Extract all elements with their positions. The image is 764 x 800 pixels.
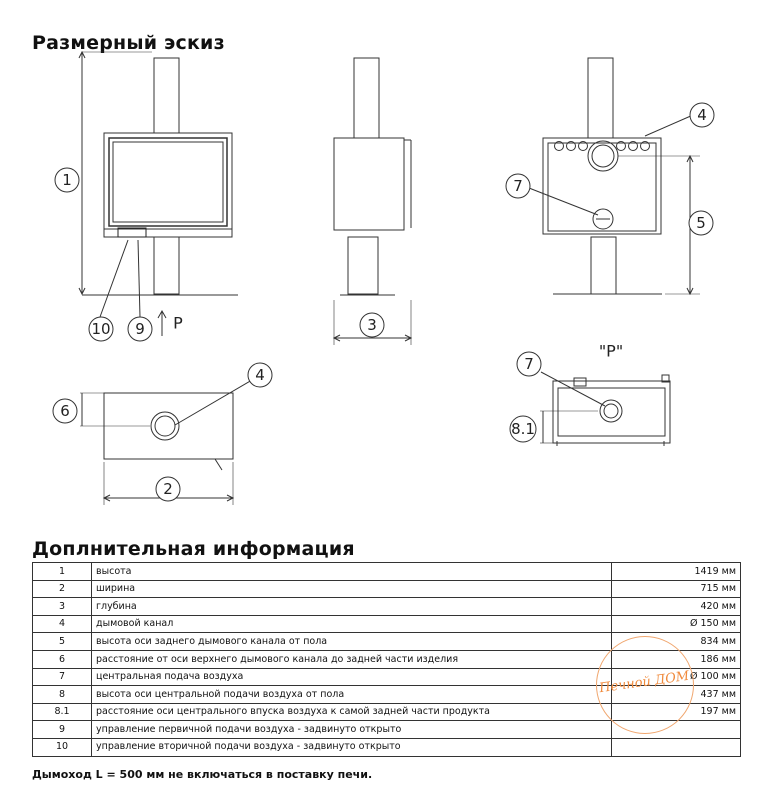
p-arrow-label: P [173, 313, 183, 333]
row-number: 5 [33, 633, 92, 651]
table-row [33, 721, 741, 739]
row-description: ширина [92, 580, 612, 598]
footnote: Дымоход L = 500 мм не включаться в поставку печи. [32, 768, 373, 781]
table-row [33, 703, 741, 721]
table-row [33, 563, 741, 581]
callout-1: 1 [62, 171, 72, 189]
row-value: Ø 150 мм [612, 615, 741, 633]
info-table [32, 562, 741, 757]
row-value: 420 мм [612, 598, 741, 616]
info-title: Доплнительная информация [32, 538, 355, 560]
row-value: 186 мм [612, 650, 741, 668]
p-view-label: "P" [598, 341, 624, 361]
row-description: центральная подача воздуха [92, 668, 612, 686]
row-number: 4 [33, 615, 92, 633]
row-description: расстояние оси центрального впуска воздуха к самой задней части продукта [92, 703, 612, 721]
table-row [33, 633, 741, 651]
row-number: 2 [33, 580, 92, 598]
row-number: 3 [33, 598, 92, 616]
row-number: 9 [33, 721, 92, 739]
callout-4-back: 4 [697, 106, 707, 124]
callout-5: 5 [696, 214, 706, 232]
p-view [540, 372, 670, 446]
table-row [33, 738, 741, 756]
row-description: глубина [92, 598, 612, 616]
table-row [33, 615, 741, 633]
callout-8-1: 8.1 [511, 420, 535, 438]
row-description: высота [92, 563, 612, 581]
row-description: управление вторичной подачи воздуха - задвинуто открыто [92, 738, 612, 756]
sketch-title: Размерный эскиз [32, 32, 225, 54]
back-view [529, 58, 700, 294]
callout-10: 10 [91, 320, 111, 338]
row-description: расстояние от оси верхнего дымового канала до задней части изделия [92, 650, 612, 668]
callout-3: 3 [367, 316, 377, 334]
row-description: высота оси центральной подачи воздуха от пола [92, 686, 612, 704]
row-value: 715 мм [612, 580, 741, 598]
front-view [79, 52, 238, 336]
row-value: 1419 мм [612, 563, 741, 581]
row-number: 6 [33, 650, 92, 668]
row-number: 1 [33, 563, 92, 581]
table-row [33, 650, 741, 668]
row-description: управление первичной подачи воздуха - задвинуто открыто [92, 721, 612, 739]
row-number: 8.1 [33, 703, 92, 721]
row-value [612, 721, 741, 739]
callout-7-back: 7 [513, 177, 523, 195]
callout-4-top: 4 [255, 366, 265, 384]
callout-6: 6 [60, 402, 70, 420]
row-number: 8 [33, 686, 92, 704]
row-value: Ø 100 мм [612, 668, 741, 686]
watermark-text: Печной ДОМ [598, 668, 691, 697]
table-row [33, 686, 741, 704]
row-value: 197 мм [612, 703, 741, 721]
row-number: 10 [33, 738, 92, 756]
table-row [33, 598, 741, 616]
table-row [33, 580, 741, 598]
row-number: 7 [33, 668, 92, 686]
callout-2: 2 [163, 480, 173, 498]
row-value [612, 738, 741, 756]
callout-9: 9 [135, 320, 145, 338]
callout-7-p: 7 [524, 355, 534, 373]
table-row [33, 668, 741, 686]
row-value: 834 мм [612, 633, 741, 651]
row-description: дымовой канал [92, 615, 612, 633]
side-view [334, 58, 411, 345]
row-description: высота оси заднего дымового канала от пола [92, 633, 612, 651]
row-value: 437 мм [612, 686, 741, 704]
callouts [53, 103, 714, 501]
